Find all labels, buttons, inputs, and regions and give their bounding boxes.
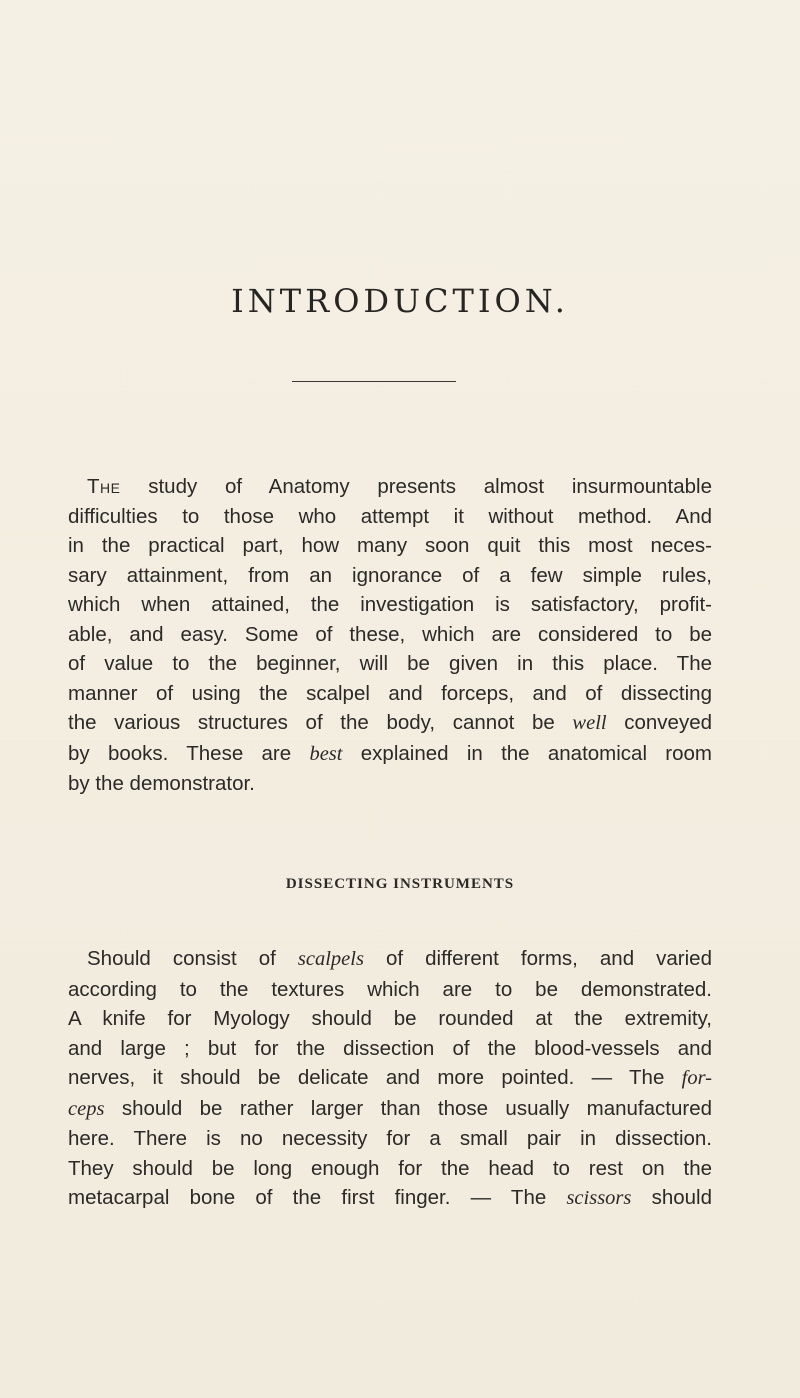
chapter-title: INTRODUCTION.	[231, 282, 569, 320]
line-text: of different forms, and varied	[363, 947, 712, 970]
line-text: should be rather larger than those usually manufactured	[104, 1096, 712, 1120]
italic-word: ceps	[68, 1097, 105, 1120]
paragraph-line	[68, 1063, 712, 1094]
line-text: conveyed	[606, 711, 713, 734]
italic-word: well	[572, 712, 607, 734]
paragraph-line	[68, 708, 712, 739]
line-text: should	[631, 1186, 712, 1209]
paragraph-line: difficulties to those who attempt it without method. And	[68, 504, 712, 528]
instruments-paragraph	[68, 944, 712, 1214]
paragraph-line: and large ; but for the dissection of the blood-vessels and	[68, 1036, 712, 1060]
paragraph-line	[68, 1183, 712, 1214]
paragraph-line: They should be long enough for the head to rest on the	[68, 1156, 712, 1180]
section-heading: DISSECTING INSTRUMENTS	[285, 876, 515, 892]
paragraph-line: sary attainment, from an ignorance of a few simple rules,	[68, 563, 712, 587]
line-text: by books. These are	[68, 741, 310, 765]
line-text: nerves, it should be delicate and more pointed. — The	[68, 1066, 682, 1089]
paragraph-line: A knife for Myology should be rounded at the extremity,	[68, 1007, 712, 1030]
paragraph-line: here. There is no necessity for a small pair in dissection.	[68, 1127, 712, 1150]
line-text: explained in the anatomical room	[342, 741, 712, 765]
italic-word: scalpels	[297, 948, 364, 970]
italic-word: best	[309, 742, 343, 765]
paragraph-line: in the practical part, how many soon quit this most neces-	[68, 534, 712, 557]
paragraph-line: according to the textures which are to be demonstrated.	[68, 977, 712, 1001]
line-text: Should consist of	[87, 947, 298, 970]
line-text: study of Anatomy presents almost insurmountable	[120, 475, 712, 498]
paragraph-line	[68, 739, 712, 770]
paragraph-line	[68, 472, 712, 502]
drop-word: The	[87, 475, 121, 498]
italic-word: for-	[681, 1067, 712, 1089]
title-rule	[292, 381, 456, 382]
paragraph-line	[68, 1094, 712, 1125]
paragraph-line: by the demonstrator.	[68, 772, 255, 795]
paragraph-line	[68, 944, 712, 975]
paragraph-line: manner of using the scalpel and forceps, and of dissecting	[68, 681, 712, 705]
paragraph-line: able, and easy. Some of these, which are considered to be	[68, 622, 712, 646]
italic-word: scissors	[566, 1187, 632, 1209]
line-text: the various structures of the body, cannot be	[68, 711, 573, 734]
intro-paragraph	[68, 472, 712, 799]
line-text: metacarpal bone of the first finger. — The	[68, 1186, 567, 1209]
paragraph-line: which when attained, the investigation is satisfactory, profit-	[68, 593, 712, 616]
paragraph-line: of value to the beginner, will be given in this place. The	[68, 652, 712, 675]
